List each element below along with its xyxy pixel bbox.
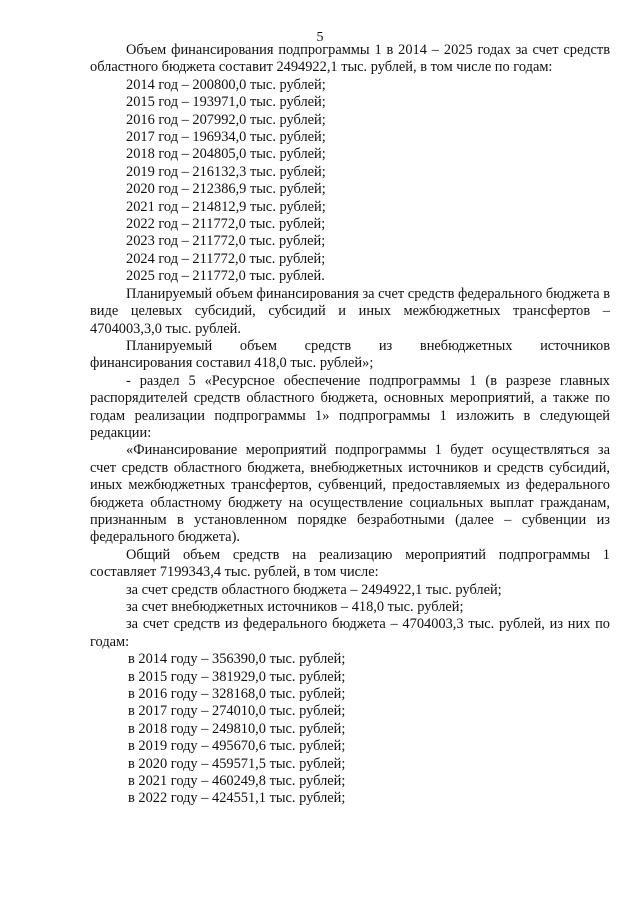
line-extrabudget: за счет внебюджетных источников – 418,0 тыс. рублей; — [126, 599, 464, 615]
list-item: 2019 год – 216132,3 тыс. рублей; — [126, 163, 326, 180]
list-item: в 2015 году – 381929,0 тыс. рублей; — [128, 668, 346, 685]
paragraph-total: Общий объем средств на реализацию мероприятий подпрограммы 1 составляет 7199343,4 тыс. рублей, в том числе: — [90, 546, 610, 581]
list-item: 2015 год – 193971,0 тыс. рублей; — [126, 94, 326, 111]
list-item: в 2021 году – 460249,8 тыс. рублей; — [128, 773, 346, 790]
list-item: в 2018 году – 249810,0 тыс. рублей; — [128, 720, 346, 737]
document-body — [90, 42, 610, 808]
list-item: 2014 год – 200800,0 тыс. рублей; — [126, 76, 326, 93]
list-item: 2017 год – 196934,0 тыс. рублей; — [126, 129, 326, 146]
list-item: 2020 год – 212386,9 тыс. рублей; — [126, 181, 326, 198]
list-item: в 2014 году – 356390,0 тыс. рублей; — [128, 651, 346, 668]
list-item: 2025 год – 211772,0 тыс. рублей. — [126, 268, 325, 285]
list-item: 2022 год – 211772,0 тыс. рублей; — [126, 216, 326, 233]
regional-years-list — [90, 77, 610, 286]
list-item: в 2017 году – 274010,0 тыс. рублей; — [128, 703, 346, 720]
federal-years-list — [90, 651, 610, 808]
list-item: 2018 год – 204805,0 тыс. рублей; — [126, 146, 326, 163]
paragraph-federal-plan: Планируемый объем финансирования за счет средств федерального бюджета в виде целевых субсидий, субсидий и иных межбюджетных трансфертов – 4704003,3,0 тыс. рублей. — [90, 285, 610, 337]
paragraph-extrabudget-line1: Планируемый объем средств из внебюджетных источников — [126, 337, 610, 354]
line-regional: за счет средств областного бюджета – 2494922,1 тыс. рублей; — [126, 581, 502, 598]
list-item: в 2022 году – 424551,1 тыс. рублей; — [128, 790, 346, 807]
paragraph-federal: за счет средств из федерального бюджета – 4704003,3 тыс. рублей, из них по годам: — [90, 616, 610, 650]
paragraph-intro: Объем финансирования подпрограммы 1 в 2014 – 2025 годах за счет средств областного бюджета составит 2494922,1 тыс. рублей, в том числе по годам: — [90, 42, 610, 76]
list-item: 2016 год – 207992,0 тыс. рублей; — [126, 111, 326, 128]
list-item: в 2019 году – 495670,6 тыс. рублей; — [128, 738, 346, 755]
list-item: в 2016 году – 328168,0 тыс. рублей; — [128, 686, 346, 703]
paragraph-extrabudget-line2: финансирования составил 418,0 тыс. рублей»; — [90, 355, 374, 372]
page-number: 5 — [316, 30, 324, 45]
list-item: в 2020 году – 459571,5 тыс. рублей; — [128, 755, 346, 772]
paragraph-financing: «Финансирование мероприятий подпрограммы 1 будет осуществляться за счет средств областного бюджета, внебюджетных источников и средств субсидий, иных межбюджетных трансфертов, субвенций, предоставляемых из федерального бюджета областному бюджету на осуществление социальных выплат гражданам, признанным в установленном порядке безработными (далее – субвенции из федерального бюджета). — [90, 442, 610, 546]
list-item: 2023 год – 211772,0 тыс. рублей; — [126, 233, 326, 250]
paragraph-section5: - раздел 5 «Ресурсное обеспечение подпрограммы 1 (в разрезе главных распорядителей средств областного бюджета, основных мероприятий, а также по годам реализации подпрограммы 1» подпрограммы 1 изложить в следующей редакции: — [90, 372, 610, 441]
list-item: 2024 год – 211772,0 тыс. рублей; — [126, 250, 326, 267]
list-item: 2021 год – 214812,9 тыс. рублей; — [126, 198, 326, 215]
